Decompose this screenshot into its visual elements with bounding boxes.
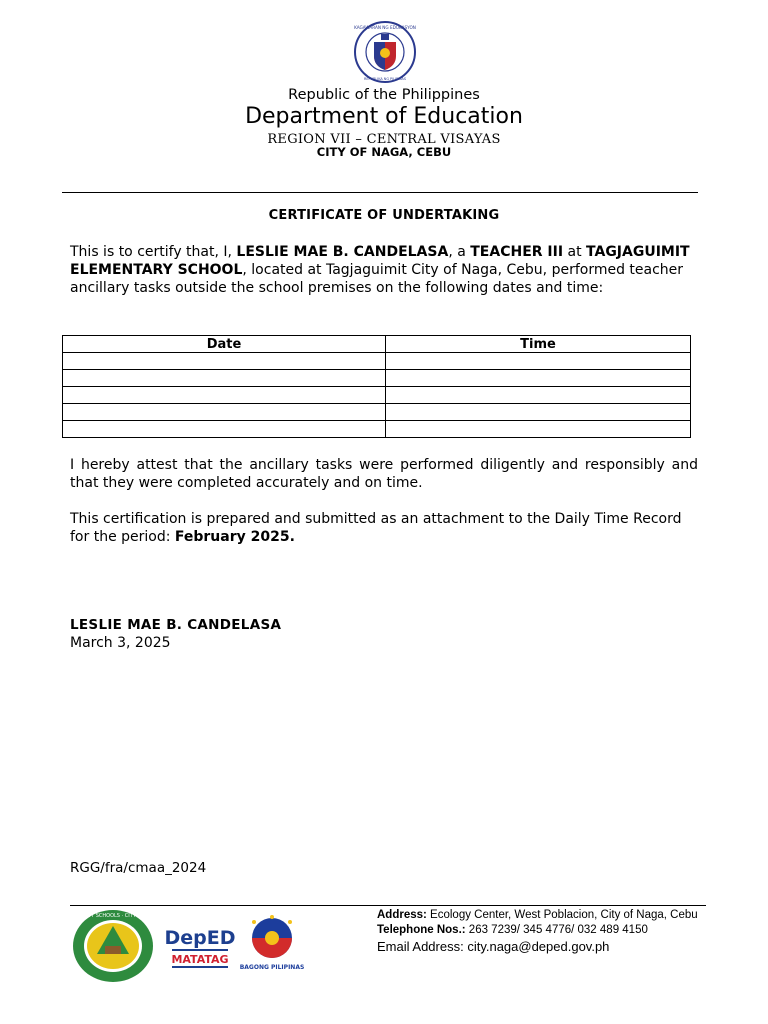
table-header-row	[63, 336, 691, 353]
date-cell[interactable]	[63, 421, 386, 438]
table-row	[63, 421, 691, 438]
signer-name: LESLIE MAE B. CANDELASA	[70, 617, 282, 633]
department-title: Department of Education	[245, 104, 523, 129]
republic-line: Republic of the Philippines	[288, 87, 480, 103]
date-time-table	[62, 335, 691, 438]
table-row	[63, 370, 691, 387]
para1-text-3: at	[563, 244, 587, 260]
school-name: TAGJAGUIMIT ELEMENTARY SCHOOL	[70, 244, 690, 278]
date-cell[interactable]	[63, 387, 386, 404]
para1-text-1: This is to certify that, I,	[70, 244, 237, 260]
deped-seal-logo	[350, 20, 420, 84]
svg-text:MATATAG: MATATAG	[171, 953, 229, 966]
svg-text:DIVISION OF CITY SCHOOLS · CIT: DIVISION OF CITY SCHOOLS · CITY OF NAGA CEBU	[50, 913, 176, 919]
address-line	[377, 909, 698, 921]
time-cell[interactable]	[386, 353, 691, 370]
period-text: This certification is prepared and submitted as an attachment to the Daily Time Record for the period:	[70, 511, 682, 545]
time-cell[interactable]	[386, 421, 691, 438]
date-cell[interactable]	[63, 353, 386, 370]
address-label: Address:	[377, 909, 427, 921]
header-divider	[62, 192, 698, 193]
region-line: REGION VII – CENTRAL VISAYAS	[267, 132, 501, 147]
period-value: February 2025.	[174, 529, 295, 545]
footer-divider	[70, 905, 706, 906]
document-title: CERTIFICATE OF UNDERTAKING	[268, 208, 500, 223]
address-value: Ecology Center, West Poblacion, City of Naga, Cebu	[426, 909, 698, 921]
teacher-name: LESLIE MAE B. CANDELASA	[236, 244, 449, 260]
period-paragraph	[70, 510, 698, 546]
attestation-paragraph: I hereby attest that the ancillary tasks were performed diligently and responsibly and that they were completed accurately and on time.	[70, 457, 698, 491]
telephone-line	[377, 924, 648, 936]
table-row	[63, 387, 691, 404]
email-line: Email Address: city.naga@deped.gov.ph	[377, 939, 610, 954]
division-logo	[50, 908, 176, 984]
telephone-label: Telephone Nos.:	[377, 924, 466, 936]
telephone-value: 263 7239/ 345 4776/ 032 489 4150	[465, 924, 648, 936]
svg-text:REPUBLIKA NG PILIPINAS: REPUBLIKA NG PILIPINAS	[363, 77, 407, 81]
time-cell[interactable]	[386, 370, 691, 387]
svg-text:BAGONG PILIPINAS: BAGONG PILIPINAS	[239, 964, 305, 971]
table-row	[63, 404, 691, 421]
time-cell[interactable]	[386, 404, 691, 421]
certification-paragraph	[70, 243, 698, 297]
date-cell[interactable]	[63, 370, 386, 387]
svg-text:DepED: DepED	[164, 927, 236, 949]
date-column-header: Date	[63, 336, 386, 353]
time-cell[interactable]	[386, 387, 691, 404]
bagong-pilipinas-logo	[240, 914, 304, 972]
para1-text-2: , a	[448, 244, 471, 260]
teacher-position: TEACHER III	[470, 244, 564, 260]
deped-matatag-logo	[164, 914, 236, 972]
svg-text:KAGAWARAN NG EDUKASYON: KAGAWARAN NG EDUKASYON	[354, 25, 416, 30]
signature-date: March 3, 2025	[70, 635, 171, 651]
time-column-header: Time	[386, 336, 691, 353]
para1-text-4: , located at Tagjaguimit City of Naga, Cebu, performed teacher ancillary tasks outside the school premises on the following dates and time:	[70, 262, 684, 296]
table-row	[63, 353, 691, 370]
date-cell[interactable]	[63, 404, 386, 421]
reference-code: RGG/fra/cmaa_2024	[70, 860, 207, 876]
city-line: CITY OF NAGA, CEBU	[316, 145, 452, 159]
